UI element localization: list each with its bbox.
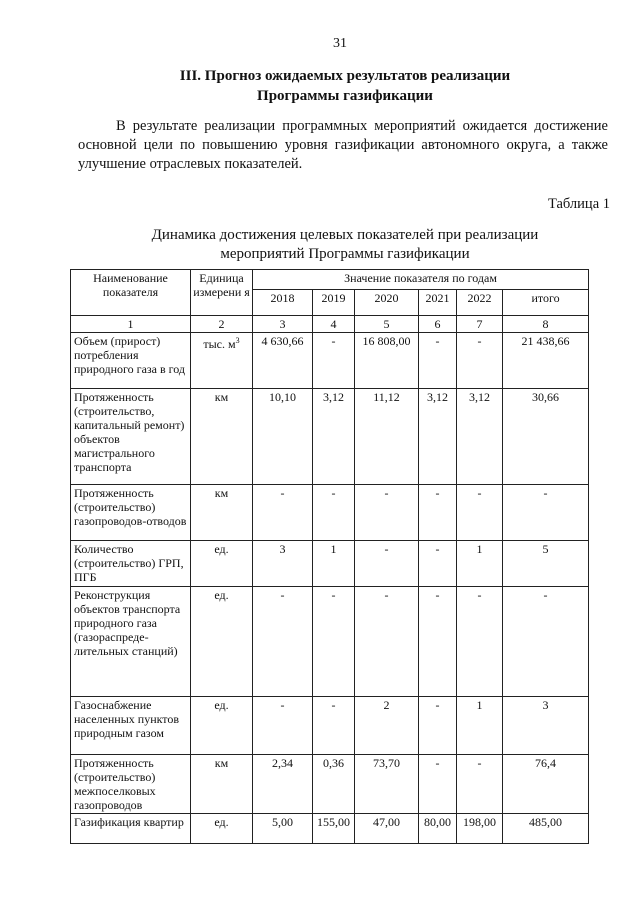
total-value-cell: 76,4	[503, 755, 589, 814]
unit-label: ед.	[214, 588, 229, 602]
header-unit: Единица измерени я	[191, 270, 253, 316]
indicator-name: Протяженность (строительство) межпоселковых газопроводов	[71, 755, 191, 814]
unit-label: тыс. м	[203, 337, 236, 351]
year-value-cell: -	[419, 755, 457, 814]
total-value-cell: 3	[503, 697, 589, 755]
column-number-row	[71, 316, 589, 333]
table-row	[71, 389, 589, 485]
section-heading	[0, 66, 640, 106]
table-label: Таблица 1	[547, 196, 610, 212]
year-value-cell: 47,00	[355, 814, 419, 844]
table-title-line-2: мероприятий Программы газификации	[220, 246, 470, 262]
table-row	[71, 541, 589, 587]
year-value-cell: -	[355, 541, 419, 587]
unit-cell	[191, 389, 253, 485]
year-value-cell: -	[313, 333, 355, 389]
year-value-cell: 3,12	[419, 389, 457, 485]
table-row	[71, 587, 589, 697]
header-year: 2021	[419, 290, 457, 316]
year-value-cell: 0,36	[313, 755, 355, 814]
header-year: 2020	[355, 290, 419, 316]
indicator-name: Количество (строительство) ГРП, ПГБ	[71, 541, 191, 587]
column-number: 4	[313, 316, 355, 333]
table-row	[71, 697, 589, 755]
indicator-name: Реконструкция объектов транспорта природного газа (газораспреде-лительных станций)	[71, 587, 191, 697]
year-value-cell: 155,00	[313, 814, 355, 844]
column-number: 3	[253, 316, 313, 333]
year-value-cell: 10,10	[253, 389, 313, 485]
year-value-cell: -	[313, 697, 355, 755]
page-number: 31	[333, 36, 347, 51]
year-value-cell: 198,00	[457, 814, 503, 844]
year-value-cell: -	[457, 333, 503, 389]
unit-label: ед.	[214, 815, 229, 829]
year-value-cell: -	[313, 587, 355, 697]
header-total: итого	[503, 290, 589, 316]
header-year: 2018	[253, 290, 313, 316]
year-value-cell: 2	[355, 697, 419, 755]
header-values-by-year: Значение показателя по годам	[253, 270, 589, 290]
unit-label: км	[214, 486, 229, 500]
indicator-name: Газоснабжение населенных пунктов природным газом	[71, 697, 191, 755]
year-value-cell: 73,70	[355, 755, 419, 814]
header-year: 2019	[313, 290, 355, 316]
year-value-cell: -	[419, 333, 457, 389]
column-number: 1	[71, 316, 191, 333]
column-number: 8	[503, 316, 589, 333]
indicator-name: Газификация квартир	[71, 814, 191, 844]
year-value-cell: 5,00	[253, 814, 313, 844]
section-heading-line-1: III. Прогноз ожидаемых результатов реализации	[179, 68, 511, 84]
table-row	[71, 755, 589, 814]
total-value-cell: 21 438,66	[503, 333, 589, 389]
unit-label: ед.	[214, 542, 229, 556]
column-number: 6	[419, 316, 457, 333]
year-value-cell: 3,12	[457, 389, 503, 485]
year-value-cell: -	[253, 485, 313, 541]
year-value-cell: -	[457, 755, 503, 814]
unit-label: ед.	[214, 698, 229, 712]
table-row	[71, 814, 589, 844]
table-header-row	[71, 270, 589, 290]
column-number: 2	[191, 316, 253, 333]
year-value-cell: 4 630,66	[253, 333, 313, 389]
year-value-cell: -	[253, 587, 313, 697]
year-value-cell: -	[419, 541, 457, 587]
year-value-cell: -	[419, 587, 457, 697]
indicator-name: Протяженность (строительство) газопроводов-отводов	[71, 485, 191, 541]
unit-cell	[191, 697, 253, 755]
table-row	[71, 485, 589, 541]
unit-cell	[191, 755, 253, 814]
unit-label: км	[214, 756, 229, 770]
total-value-cell: -	[503, 587, 589, 697]
year-value-cell: -	[457, 485, 503, 541]
year-value-cell: -	[313, 485, 355, 541]
unit-cell	[191, 814, 253, 844]
year-value-cell: 1	[313, 541, 355, 587]
unit-superscript: 3	[235, 336, 240, 345]
year-value-cell: 1	[457, 541, 503, 587]
table-title-line-1: Динамика достижения целевых показателей при реализации	[151, 227, 539, 243]
unit-cell	[191, 541, 253, 587]
year-value-cell: -	[419, 485, 457, 541]
year-value-cell: -	[355, 587, 419, 697]
total-value-cell: -	[503, 485, 589, 541]
year-value-cell: 3,12	[313, 389, 355, 485]
column-number: 5	[355, 316, 419, 333]
year-value-cell: 80,00	[419, 814, 457, 844]
year-value-cell: 2,34	[253, 755, 313, 814]
year-value-cell: -	[457, 587, 503, 697]
year-value-cell: -	[253, 697, 313, 755]
year-value-cell: 16 808,00	[355, 333, 419, 389]
table-title	[0, 226, 640, 264]
column-number: 7	[457, 316, 503, 333]
table-row	[71, 333, 589, 389]
unit-cell	[191, 587, 253, 697]
indicator-name: Объем (прирост) потребления природного газа в год	[71, 333, 191, 389]
intro-paragraph	[78, 117, 608, 174]
year-value-cell: 11,12	[355, 389, 419, 485]
header-name: Наименование показателя	[71, 270, 191, 316]
total-value-cell: 30,66	[503, 389, 589, 485]
header-year: 2022	[457, 290, 503, 316]
intro-paragraph-text: В результате реализации программных мероприятий ожидается достижение основной цели по повышению уровня газификации автономного округа, а также улучшение отраслевых показателей.	[78, 118, 608, 172]
year-value-cell: -	[355, 485, 419, 541]
total-value-cell: 485,00	[503, 814, 589, 844]
targets-table	[70, 269, 589, 844]
unit-cell	[191, 485, 253, 541]
total-value-cell: 5	[503, 541, 589, 587]
unit-cell	[191, 333, 253, 389]
year-value-cell: -	[419, 697, 457, 755]
unit-label: км	[214, 390, 229, 404]
year-value-cell: 1	[457, 697, 503, 755]
section-heading-line-2: Программы газификации	[257, 88, 433, 104]
year-value-cell: 3	[253, 541, 313, 587]
indicator-name: Протяженность (строительство, капитальный ремонт) объектов магистрального транспорта	[71, 389, 191, 485]
